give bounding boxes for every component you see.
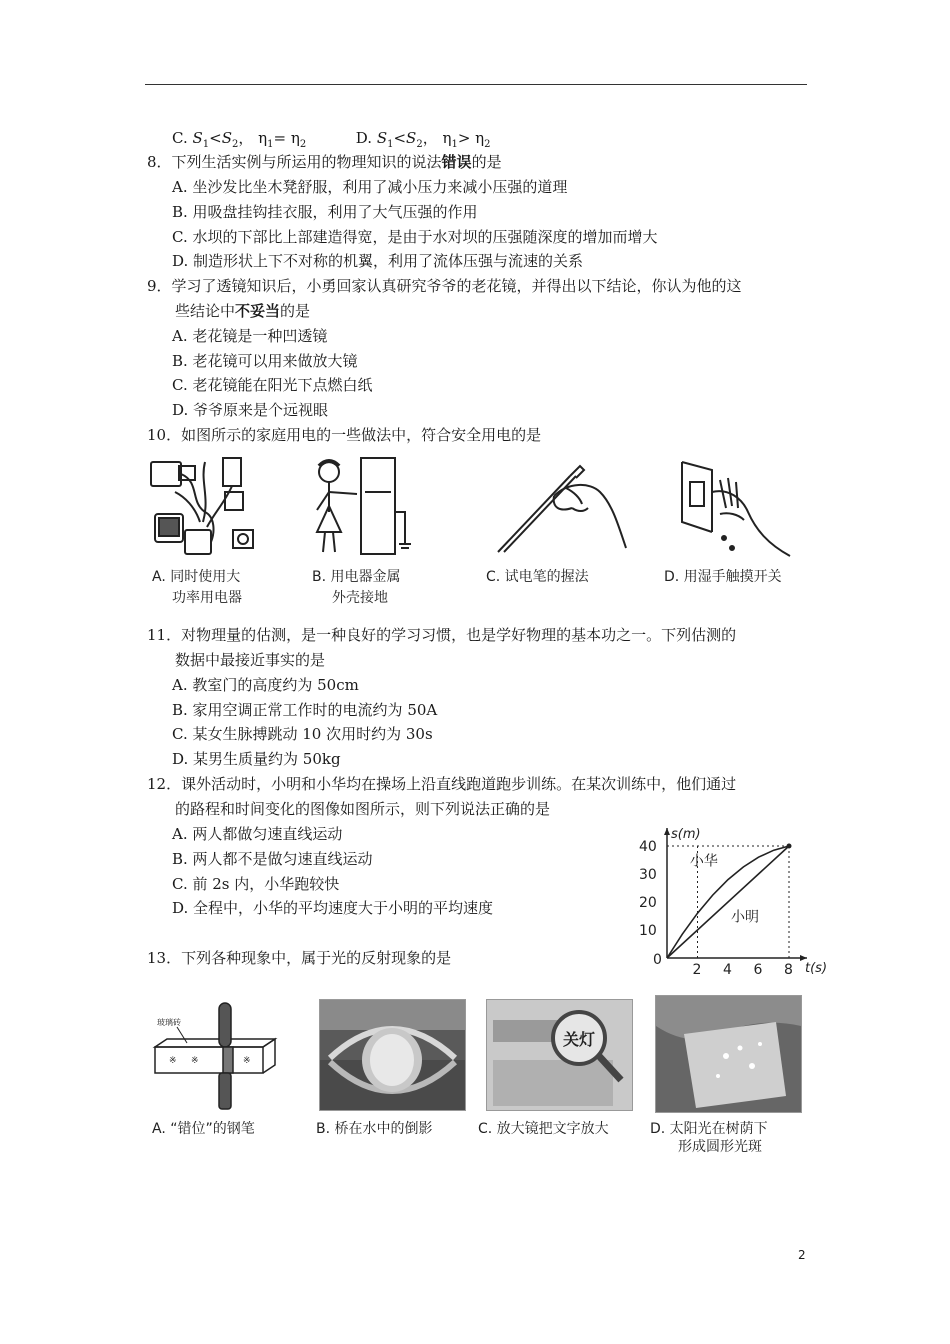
q10-caption-c: C. 试电笔的握法 bbox=[486, 569, 589, 585]
q11-option-c: C. 某女生脉搏跳动 10 次用时约为 30s bbox=[172, 725, 433, 743]
q9-option-b: B. 老花镜可以用来做放大镜 bbox=[172, 352, 358, 370]
q9-stem-line1: 9．学习了透镜知识后，小勇回家认真研究爷爷的老花镜，并得出以下结论，你认为他的这 bbox=[147, 277, 742, 295]
series-label-1: 小华 bbox=[689, 853, 718, 870]
q8-stem: 8．下列生活实例与所运用的物理知识的说法错误的是 bbox=[147, 153, 502, 171]
q10-stem: 10．如图所示的家庭用电的一些做法中，符合安全用电的是 bbox=[147, 426, 542, 444]
q10-figure-b-grounded bbox=[305, 452, 420, 562]
y-axis-arrow bbox=[664, 828, 670, 835]
q12-option-a: A. 两人都做匀速直线运动 bbox=[172, 825, 343, 843]
q13-caption-d-line1: D. 太阳光在树荫下 bbox=[650, 1121, 768, 1137]
y-tick-label: 30 bbox=[639, 867, 657, 883]
q9-option-c: C. 老花镜能在阳光下点燃白纸 bbox=[172, 376, 373, 394]
q11-option-d: D. 某男生质量约为 50kg bbox=[172, 750, 341, 768]
svg-text:※: ※ bbox=[169, 1056, 177, 1066]
q10-caption-d: D. 用湿手触摸开关 bbox=[664, 569, 782, 585]
chart-axes bbox=[653, 827, 827, 976]
y-tick-label: 20 bbox=[639, 895, 657, 911]
q13-figure-d-light-spots-photo bbox=[655, 995, 802, 1113]
y-tick-label: 40 bbox=[639, 839, 657, 855]
q10-caption-a-line1: A. 同时使用大 bbox=[152, 569, 241, 585]
q13-glass-label: 玻璃砖 bbox=[157, 1018, 181, 1027]
header-rule bbox=[145, 84, 807, 85]
q9-stem-line2: 些结论中不妥当的是 bbox=[175, 302, 311, 320]
svg-text:※: ※ bbox=[243, 1056, 251, 1066]
q10-caption-a-line2: 功率用电器 bbox=[172, 590, 242, 606]
q8-option-c: C. 水坝的下部比上部建造得宽，是由于水对坝的压强随深度的增加而增大 bbox=[172, 228, 658, 246]
q13-figure-b-bridge-photo bbox=[319, 999, 466, 1111]
q13-caption-d-line2: 形成圆形光斑 bbox=[678, 1139, 762, 1155]
svg-text:※: ※ bbox=[191, 1056, 199, 1066]
x-axis-label: t(s) bbox=[805, 961, 828, 976]
q9-option-a: A. 老花镜是一种凹透镜 bbox=[172, 327, 328, 345]
q13-caption-a: A. “错位”的钢笔 bbox=[152, 1121, 255, 1137]
q11-stem-line1: 11．对物理量的估测，是一种良好的学习习惯，也是学好物理的基本功之一。下列估测的 bbox=[147, 626, 737, 644]
x-tick-label: 8 bbox=[784, 962, 793, 978]
end-point bbox=[787, 844, 792, 849]
q10-figure-c-test-pen bbox=[480, 452, 630, 562]
q13-magnified-text: 关灯 bbox=[563, 1030, 596, 1049]
q12-option-b: B. 两人都不是做匀速直线运动 bbox=[172, 850, 373, 868]
y-axis-label: s(m) bbox=[671, 827, 701, 842]
x-tick-label: 6 bbox=[753, 962, 763, 978]
q13-stem: 13．下列各种现象中，属于光的反射现象的是 bbox=[147, 949, 452, 967]
x-tick-label: 2 bbox=[692, 962, 702, 978]
q10-caption-b-line2: 外壳接地 bbox=[332, 590, 388, 606]
q10-caption-b-line1: B. 用电器金属 bbox=[312, 569, 401, 585]
q13-caption-b: B. 桥在水中的倒影 bbox=[316, 1121, 433, 1137]
chart-series bbox=[667, 844, 792, 959]
q8-option-d: D. 制造形状上下不对称的机翼，利用了流体压强与流速的关系 bbox=[172, 252, 584, 270]
x-tick-label: 4 bbox=[723, 962, 732, 978]
page-number: 2 bbox=[798, 1248, 806, 1262]
q12-option-c: C. 前 2s 内，小华跑较快 bbox=[172, 875, 340, 893]
q13-caption-c: C. 放大镜把文字放大 bbox=[478, 1121, 609, 1137]
q8-option-b: B. 用吸盘挂钩挂衣服，利用了大气压强的作用 bbox=[172, 203, 478, 221]
series-label-2: 小明 bbox=[731, 909, 760, 926]
q12-stem-line1: 12．课外活动时，小明和小华均在操场上沿直线跑道跑步训练。在某次训练中，他们通过 bbox=[147, 775, 737, 793]
q10-figure-a-appliances bbox=[145, 452, 260, 562]
distance-time-chart bbox=[625, 812, 828, 978]
q13-figure-a-pen-glass bbox=[147, 995, 297, 1115]
q13-figure-c-magnifier-photo bbox=[486, 999, 633, 1111]
q8-option-a: A. 坐沙发比坐木凳舒服，利用了减小压力来减小压强的道理 bbox=[172, 178, 568, 196]
y-tick-label: 10 bbox=[639, 923, 657, 939]
q11-option-b: B. 家用空调正常工作时的电流约为 50A bbox=[172, 701, 438, 719]
q12-stem-line2: 的路程和时间变化的图像如图所示，则下列说法正确的是 bbox=[175, 800, 551, 818]
origin-label: 0 bbox=[653, 952, 662, 968]
q11-option-a: A. 教室门的高度约为 50cm bbox=[172, 676, 359, 694]
q9-option-d: D. 爷爷原来是个远视眼 bbox=[172, 401, 329, 419]
q11-stem-line2: 数据中最接近事实的是 bbox=[175, 651, 326, 669]
q7-options: C. $S_1<S_2$， $\eta_1= \eta_2$ D. $S_1<S_2$， $\eta_1> \eta_2$ bbox=[172, 129, 491, 150]
series-line-2 bbox=[667, 846, 789, 958]
q10-figure-d-wet-hand-switch bbox=[672, 452, 797, 562]
q12-option-d: D. 全程中，小华的平均速度大于小明的平均速度 bbox=[172, 899, 494, 917]
